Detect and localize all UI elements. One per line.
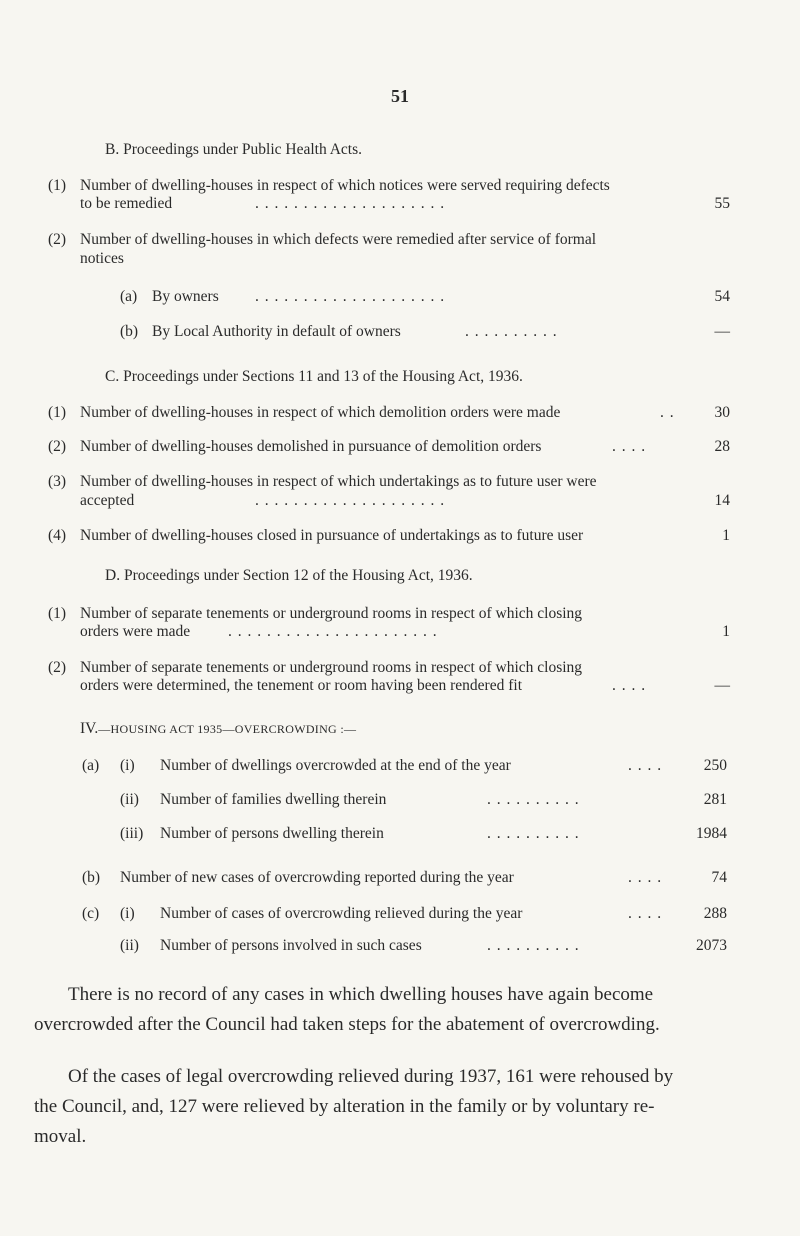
iv-a-iii-value: 1984	[696, 825, 727, 842]
b1-line1: Number of dwelling-houses in respect of which notices were served requiring defects	[80, 177, 610, 194]
b2b-text: By Local Authority in default of owners	[152, 323, 401, 340]
b1-label: (1)	[48, 177, 67, 194]
paragraph2-line1: Of the cases of legal overcrowding relieved during 1937, 161 were rehoused by	[68, 1066, 674, 1087]
iv-c-i-value: 288	[703, 905, 727, 922]
c4-value: 1	[722, 527, 730, 544]
d1-value: 1	[722, 623, 730, 640]
iv-b-value: 74	[711, 869, 727, 886]
c1-label: (1)	[48, 404, 67, 421]
iv-c-i-text: Number of cases of overcrowding relieved during the year	[160, 905, 523, 922]
c3-line2: accepted	[80, 492, 135, 509]
b2a-label: (a)	[120, 288, 138, 305]
iv-c-ii-label: (ii)	[120, 937, 139, 954]
leader-dots: . . . . . . . . . .	[487, 825, 580, 842]
leader-dots: . . . .	[612, 438, 647, 455]
leader-dots: . .	[660, 404, 675, 421]
iv-a-label: (a)	[82, 757, 100, 774]
c2-value: 28	[714, 438, 730, 455]
c1-text: Number of dwelling-houses in respect of which demolition orders were made	[80, 404, 561, 421]
leader-dots: . . . . . . . . . .	[465, 323, 558, 340]
b1-value: 55	[714, 195, 730, 212]
leader-dots: . . . . . . . . . . . . . . . . . . . .	[255, 288, 446, 305]
iv-a-iii-text: Number of persons dwelling therein	[160, 825, 384, 842]
b2-label: (2)	[48, 231, 67, 248]
c4-text: Number of dwelling-houses closed in pursuance of undertakings as to future user	[80, 527, 584, 544]
paragraph1-line2: overcrowded after the Council had taken steps for the abatement of overcrowding.	[34, 1014, 660, 1035]
b2b-value: —	[714, 323, 730, 340]
iv-b-label: (b)	[82, 869, 101, 886]
leader-dots: . . . . . . . . . . . . . . . . . . . . . .	[228, 623, 438, 640]
c3-label: (3)	[48, 473, 67, 490]
leader-dots: . . . .	[628, 905, 663, 922]
d2-line2: orders were determined, the tenement or room having been rendered fit	[80, 677, 522, 694]
leader-dots: . . . . . . . . . . . . . . . . . . . .	[255, 492, 446, 509]
section-iv-heading	[80, 719, 356, 739]
b1-line2: to be remedied	[80, 195, 173, 212]
leader-dots: . . . . . . . . . .	[487, 937, 580, 954]
d1-line1: Number of separate tenements or underground rooms in respect of which closing	[80, 605, 583, 622]
leader-dots: . . . . . . . . . .	[487, 791, 580, 808]
iv-a-i-value: 250	[703, 757, 727, 774]
iv-c-ii-text: Number of persons involved in such cases	[160, 937, 422, 954]
leader-dots: . . . .	[628, 869, 663, 886]
c2-text: Number of dwelling-houses demolished in pursuance of demolition orders	[80, 438, 542, 455]
iv-a-i-text: Number of dwellings overcrowded at the end of the year	[160, 757, 511, 774]
d2-label: (2)	[48, 659, 67, 676]
c2-label: (2)	[48, 438, 67, 455]
section-d-heading: D. Proceedings under Section 12 of the Housing Act, 1936.	[105, 567, 473, 584]
c4-label: (4)	[48, 527, 67, 544]
iv-c-label: (c)	[82, 905, 100, 922]
iv-a-ii-text: Number of families dwelling therein	[160, 791, 387, 808]
section-iv-title: —HOUSING ACT 1935—OVERCROWDING :—	[98, 722, 357, 736]
paragraph1-line1: There is no record of any cases in which dwelling houses have again become	[68, 984, 654, 1005]
d2-line1: Number of separate tenements or underground rooms in respect of which closing	[80, 659, 583, 676]
iv-a-ii-label: (ii)	[120, 791, 139, 808]
c3-value: 14	[714, 492, 730, 509]
iv-c-ii-value: 2073	[696, 937, 727, 954]
section-c-heading: C. Proceedings under Sections 11 and 13 of the Housing Act, 1936.	[105, 368, 523, 385]
iv-a-i-label: (i)	[120, 757, 135, 774]
iv-b-text: Number of new cases of overcrowding reported during the year	[120, 869, 514, 886]
iv-c-i-label: (i)	[120, 905, 135, 922]
section-iv-prefix: IV.	[80, 720, 99, 737]
b2a-text: By owners	[152, 288, 219, 305]
leader-dots: . . . . . . . . . . . . . . . . . . . .	[255, 195, 446, 212]
leader-dots: . . . .	[612, 677, 647, 694]
b2-line1: Number of dwelling-houses in which defects were remedied after service of formal	[80, 231, 597, 248]
paragraph2-line3: moval.	[34, 1126, 87, 1147]
b2a-value: 54	[714, 288, 730, 305]
c3-line1: Number of dwelling-houses in respect of which undertakings as to future user were	[80, 473, 597, 490]
b2-line2: notices	[80, 250, 124, 267]
d2-value: —	[714, 677, 730, 694]
page-number: 51	[391, 86, 409, 106]
iv-a-iii-label: (iii)	[120, 825, 144, 842]
b2b-label: (b)	[120, 323, 139, 340]
iv-a-ii-value: 281	[703, 791, 727, 808]
c1-value: 30	[714, 404, 730, 421]
paragraph2-line2: the Council, and, 127 were relieved by alteration in the family or by voluntary re-	[34, 1096, 655, 1117]
leader-dots: . . . .	[628, 757, 663, 774]
section-b-heading: B. Proceedings under Public Health Acts.	[105, 141, 362, 158]
d1-label: (1)	[48, 605, 67, 622]
d1-line2: orders were made	[80, 623, 191, 640]
